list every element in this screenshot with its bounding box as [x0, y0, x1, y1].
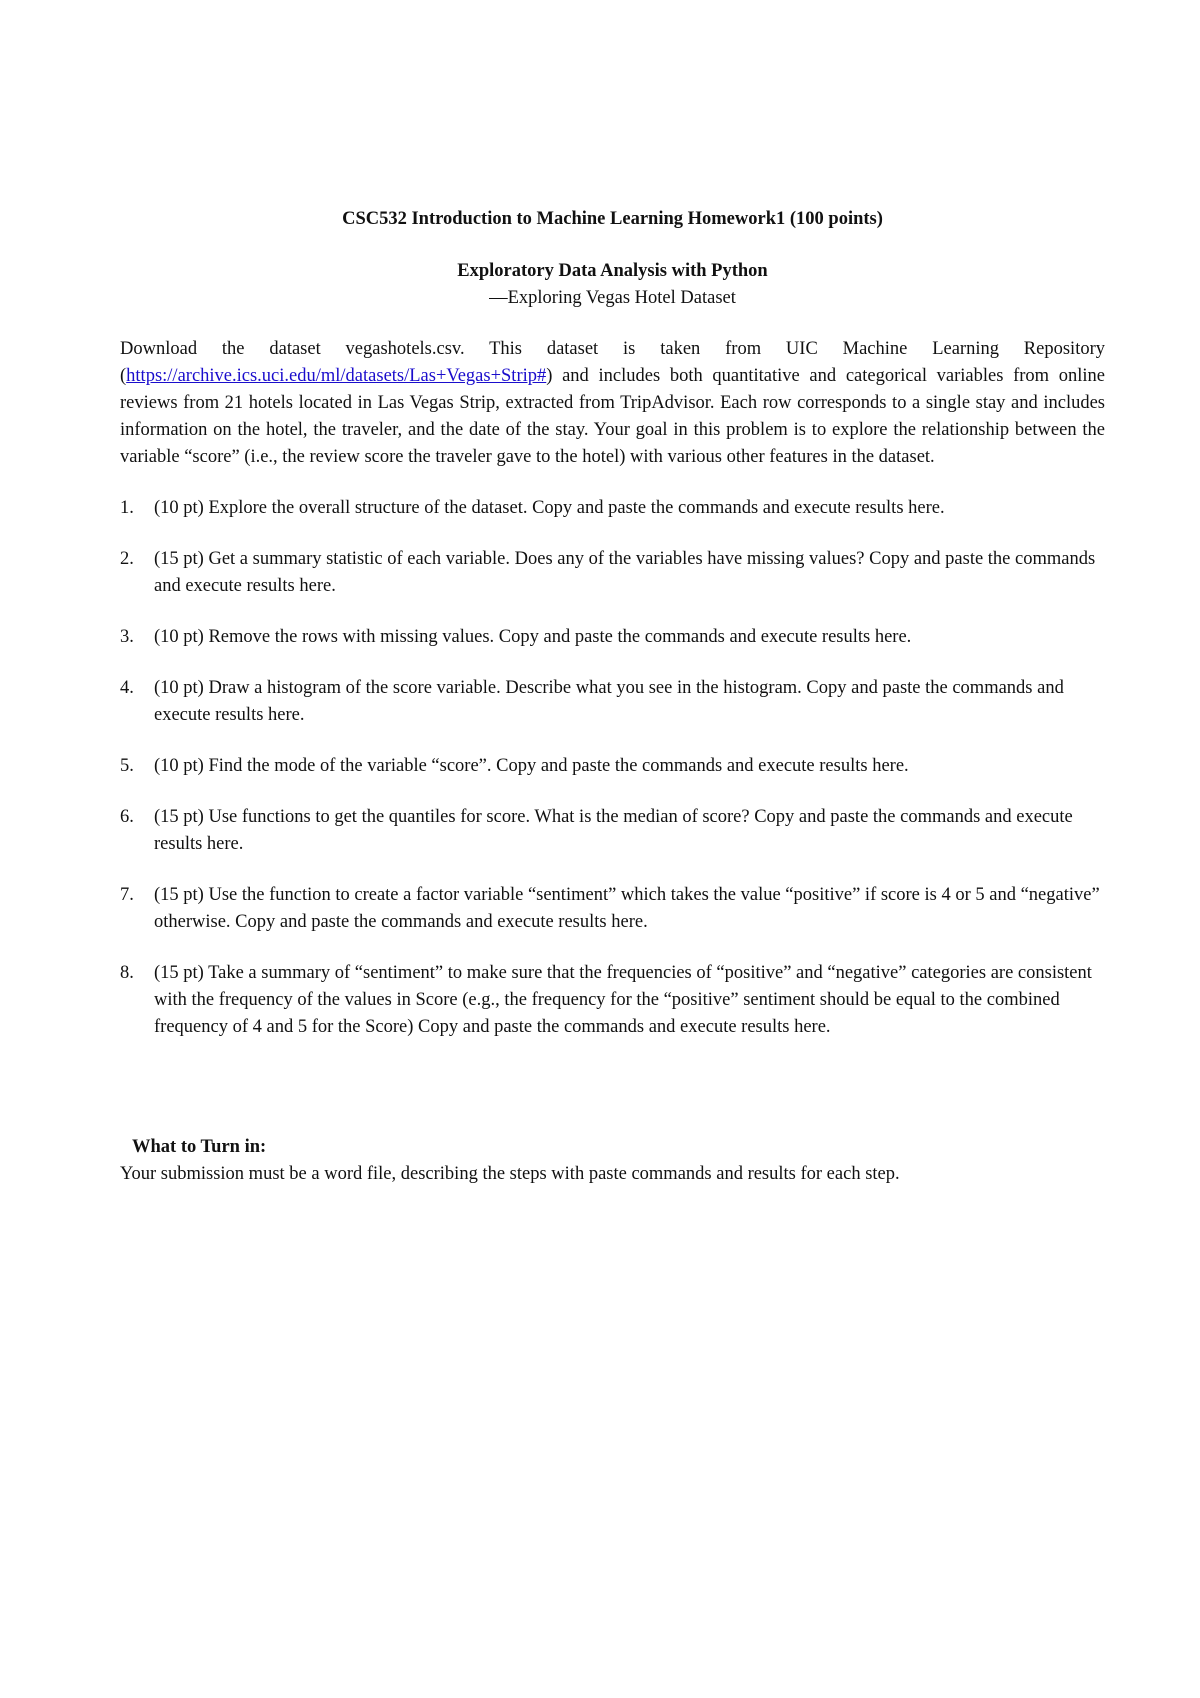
document-content — [120, 206, 1105, 1188]
document-subtitle: Exploratory Data Analysis with Python — [457, 261, 768, 281]
question-item — [120, 753, 1105, 780]
question-number: 3. — [120, 627, 134, 647]
document-sub-subtitle: —Exploring Vegas Hotel Dataset — [489, 288, 736, 308]
dataset-link[interactable]: https://archive.ics.uci.edu/ml/datasets/Las+Vegas+Strip# — [126, 366, 547, 386]
question-text: (10 pt) Draw a histogram of the score variable. Describe what you see in the histogram. Copy and paste the commands and execute results here. — [154, 678, 1064, 725]
question-item — [120, 882, 1105, 936]
question-text: (10 pt) Explore the overall structure of the dataset. Copy and paste the commands and execute results here. — [154, 498, 945, 518]
question-item — [120, 624, 1105, 651]
question-text: (10 pt) Find the mode of the variable “score”. Copy and paste the commands and execute results here. — [154, 756, 909, 776]
question-number: 2. — [120, 549, 134, 569]
turn-in-heading: What to Turn in: — [132, 1137, 267, 1157]
question-text: (15 pt) Get a summary statistic of each variable. Does any of the variables have missing values? Copy and paste the commands and execute results here. — [154, 549, 1096, 596]
document-title: CSC532 Introduction to Machine Learning Homework1 (100 points) — [342, 209, 883, 229]
question-number: 4. — [120, 678, 134, 698]
intro-text-before-link: Download the dataset vegashotels.csv. This dataset is taken from UIC Machine Learning Repository ( — [120, 339, 1105, 386]
question-text: (15 pt) Use the function to create a factor variable “sentiment” which takes the value “positive” if score is 4 or 5 and “negative” otherwise. Copy and paste the commands and execute results here. — [154, 885, 1100, 932]
turn-in-section — [120, 1134, 1105, 1188]
turn-in-text: Your submission must be a word file, describing the steps with paste commands and results for each step. — [120, 1164, 900, 1184]
question-item — [120, 675, 1105, 729]
question-list — [120, 495, 1105, 1041]
question-number: 7. — [120, 885, 134, 905]
question-item — [120, 546, 1105, 600]
intro-paragraph — [120, 336, 1105, 471]
question-number: 8. — [120, 963, 134, 983]
question-text: (10 pt) Remove the rows with missing values. Copy and paste the commands and execute results here. — [154, 627, 912, 647]
question-text: (15 pt) Take a summary of “sentiment” to make sure that the frequencies of “positive” and “negative” categories are consistent with the frequency of the values in Score (e.g., the frequency for the “positive” sentiment should be equal to the combined frequency of 4 and 5 for the Score) Copy and paste the commands and execute results here. — [154, 963, 1092, 1037]
question-item — [120, 804, 1105, 858]
question-item — [120, 960, 1105, 1041]
intro-text-after-link: ) and includes both quantitative and categorical variables from online reviews from 21 hotels located in Las Vegas Strip, extracted from TripAdvisor. Each row corresponds to a single stay and includes information on the hotel, the traveler, and the date of the stay. Your goal in this problem is to explore the relationship between the variable “score” (i.e., the review score the traveler gave to the hotel) with various other features in the dataset. — [120, 366, 1105, 467]
question-number: 5. — [120, 756, 134, 776]
question-number: 1. — [120, 498, 134, 518]
question-text: (15 pt) Use functions to get the quantiles for score. What is the median of score? Copy and paste the commands and execute results here. — [154, 807, 1073, 854]
question-number: 6. — [120, 807, 134, 827]
question-item — [120, 495, 1105, 522]
